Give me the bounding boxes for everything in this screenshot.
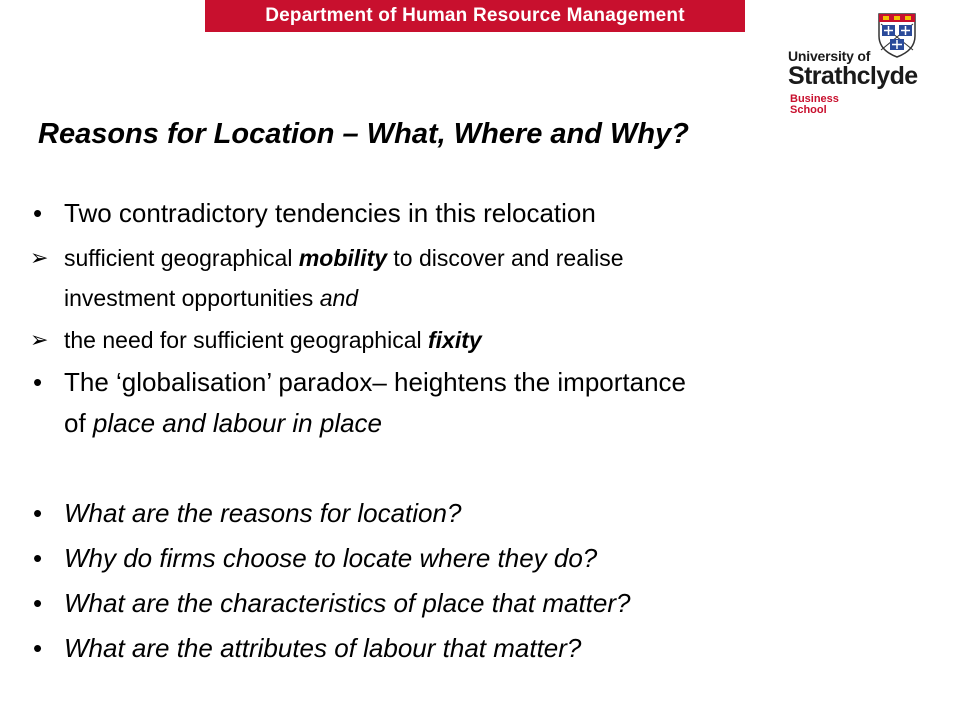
bullet-text-part: of	[64, 408, 93, 438]
arrow-bullet-icon: ➢	[30, 245, 49, 270]
department-title: Department of Human Resource Management	[265, 5, 685, 26]
emphasis-mobility: mobility	[298, 245, 388, 271]
bullet-dot: •	[33, 633, 43, 663]
logo-text-business: Business	[790, 93, 839, 105]
bullet-dot: •	[33, 198, 43, 228]
sub-bullet-text	[64, 285, 358, 312]
arrow-bullet-icon: ➢	[30, 327, 49, 352]
emphasis-fixity: fixity	[428, 327, 482, 353]
bullet-text: The ‘globalisation’ paradox– heightens the importance	[64, 367, 686, 397]
bullet-dot: •	[33, 498, 43, 528]
bullet-dot: •	[33, 588, 43, 618]
slide-title: Reasons for Location – What, Where and Why?	[38, 118, 689, 150]
emphasis-place-and-labour: place and labour in place	[92, 408, 383, 438]
bullet-dot: •	[33, 367, 43, 397]
question-text: What are the reasons for location?	[64, 498, 462, 528]
bullet-text: Two contradictory tendencies in this relocation	[64, 198, 596, 228]
logo-text-school: School	[790, 104, 827, 116]
sub-bullet-text	[64, 245, 624, 272]
sub-bullet-text-part: sufficient geographical	[64, 245, 299, 271]
question-text: What are the characteristics of place that matter?	[64, 588, 631, 618]
sub-bullet-text-part: the need for sufficient geographical	[64, 327, 428, 353]
bullet-text	[64, 408, 382, 439]
logo-text-strathclyde: Strathclyde	[788, 62, 918, 90]
logo-text-university-of: University of	[788, 48, 871, 64]
sub-bullet-text-part: to discover and realise	[387, 245, 624, 271]
question-text: What are the attributes of labour that matter?	[64, 633, 582, 663]
emphasis-and: and	[319, 285, 359, 311]
sub-bullet-text	[64, 327, 482, 354]
bullet-dot: •	[33, 543, 43, 573]
question-text: Why do firms choose to locate where they do?	[64, 543, 598, 573]
sub-bullet-text-part: investment opportunities	[64, 285, 320, 311]
